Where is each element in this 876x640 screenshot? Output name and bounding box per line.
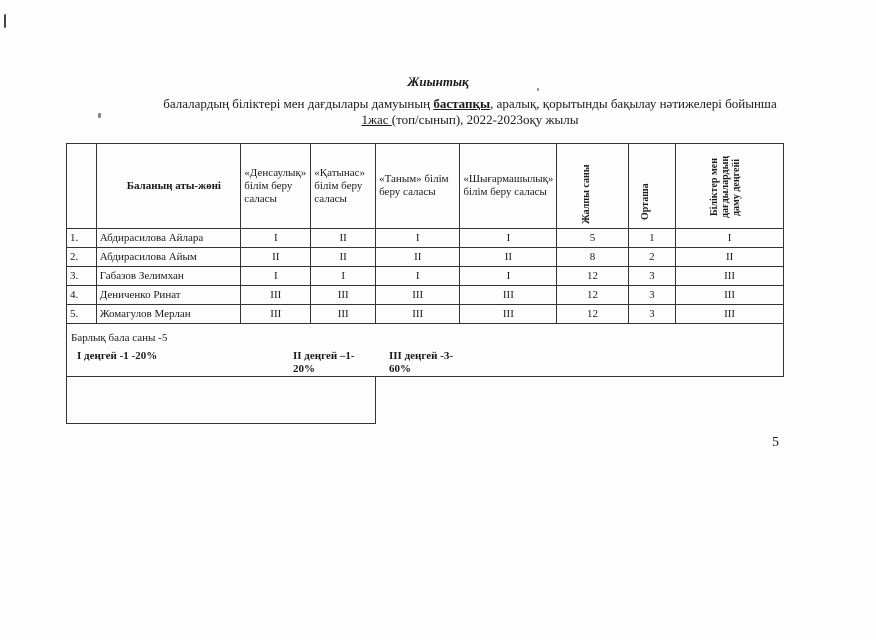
summary-count: Барлық бала саны -5: [71, 332, 168, 344]
header-level: Біліктер мен дағдылардың даму деңгейі: [676, 144, 784, 229]
cell-n: 3.: [67, 267, 97, 286]
cell-b: II: [311, 229, 376, 248]
cell-b: III: [311, 305, 376, 324]
cell-c: II: [376, 248, 460, 267]
header-name: Баланың аты-жөні: [96, 144, 241, 229]
cell-avg: 3: [628, 286, 676, 305]
cell-level: III: [676, 305, 784, 324]
cell-d: III: [460, 305, 557, 324]
document-subtitle: [100, 96, 840, 128]
cell-n: 5.: [67, 305, 97, 324]
cell-n: 2.: [67, 248, 97, 267]
empty-row: [67, 377, 784, 424]
table-row: [67, 267, 784, 286]
subtitle-before: балалардың біліктері мен дағдылары дамуының: [163, 96, 434, 111]
cell-d: III: [460, 286, 557, 305]
cell-a: I: [241, 229, 311, 248]
cell-name: Габазов Зелимхан: [96, 267, 241, 286]
cell-total: 12: [557, 305, 628, 324]
header-total: Жалпы саны: [557, 144, 628, 229]
subtitle-after: , аралық, қорытынды бақылау нәтижелері бойынша: [490, 96, 777, 111]
summary-level-2: II деңгей –1-20%: [293, 350, 355, 375]
summary-level-1: I деңгей -1 -20%: [77, 350, 158, 362]
page-number: 5: [772, 435, 779, 450]
subtitle-rest: (топ/сынып), 2022-2023оқу жылы: [391, 112, 579, 127]
cell-avg: 3: [628, 267, 676, 286]
header-cognition: «Таным» білім беру саласы: [376, 144, 460, 229]
cell-avg: 1: [628, 229, 676, 248]
cell-name: Абдирасилова Айым: [96, 248, 241, 267]
subtitle-bold: бастапқы: [433, 96, 491, 111]
cell-a: I: [241, 267, 311, 286]
cell-d: I: [460, 267, 557, 286]
table-row: [67, 229, 784, 248]
cell-total: 5: [557, 229, 628, 248]
table-row: [67, 286, 784, 305]
cell-avg: 2: [628, 248, 676, 267]
subtitle-group: 1жас: [361, 112, 392, 127]
cell-total: 12: [557, 286, 628, 305]
cell-d: II: [460, 248, 557, 267]
header-number: [67, 144, 97, 229]
cell-c: III: [376, 286, 460, 305]
scan-speck: [537, 88, 539, 91]
summary-cell: [67, 324, 784, 377]
header-row: [67, 144, 784, 229]
cell-avg: 3: [628, 305, 676, 324]
cell-n: 4.: [67, 286, 97, 305]
cell-level: III: [676, 267, 784, 286]
cell-name: Абдирасилова Айлара: [96, 229, 241, 248]
cell-b: III: [311, 286, 376, 305]
cell-level: I: [676, 229, 784, 248]
document-title: Жиынтық: [407, 74, 469, 89]
scan-speck: [98, 113, 101, 118]
cell-level: II: [676, 248, 784, 267]
cell-a: II: [241, 248, 311, 267]
cell-b: I: [311, 267, 376, 286]
cell-name: Дениченко Ринат: [96, 286, 241, 305]
table-row: [67, 248, 784, 267]
cell-c: III: [376, 305, 460, 324]
cell-a: III: [241, 286, 311, 305]
summary-row: [67, 324, 784, 377]
cell-b: II: [311, 248, 376, 267]
summary-level-3: III деңгей -3- 60%: [389, 350, 454, 375]
header-average: Орташа: [628, 144, 676, 229]
cell-n: 1.: [67, 229, 97, 248]
header-creativity: «Шығармашылық» білім беру саласы: [460, 144, 557, 229]
cell-level: III: [676, 286, 784, 305]
cell-a: III: [241, 305, 311, 324]
header-communication: «Қатынас» білім беру саласы: [311, 144, 376, 229]
header-health: «Денсаулық» білім беру саласы: [241, 144, 311, 229]
cell-c: I: [376, 267, 460, 286]
table-row: [67, 305, 784, 324]
scan-mark: [4, 14, 6, 28]
empty-cell: [67, 377, 376, 424]
cell-total: 12: [557, 267, 628, 286]
cell-total: 8: [557, 248, 628, 267]
cell-d: I: [460, 229, 557, 248]
cell-c: I: [376, 229, 460, 248]
results-table: [66, 143, 784, 424]
cell-name: Жомагулов Мерлан: [96, 305, 241, 324]
